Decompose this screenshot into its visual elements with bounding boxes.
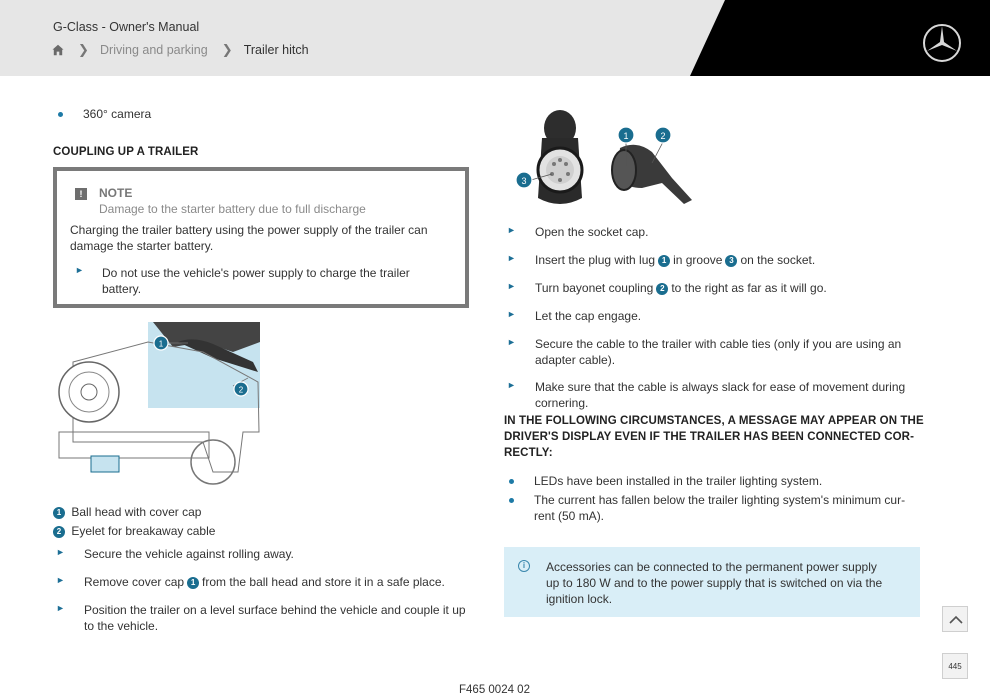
chevron-right-icon: ❯ [78, 42, 89, 57]
step-text: Remove cover cap [84, 575, 185, 589]
socket-label-3: 3 [521, 176, 527, 186]
breadcrumb-item-driving[interactable]: Driving and parking [100, 43, 208, 57]
step-arrow-icon: ► [56, 575, 65, 585]
step-cap-engage: Let the cap engage. [535, 309, 642, 323]
breadcrumb [52, 42, 309, 58]
info-icon: i [518, 560, 530, 572]
legend-item-1 [53, 504, 201, 520]
svg-text:2: 2 [238, 385, 244, 395]
callout-2-icon: 2 [656, 283, 668, 295]
step-arrow-icon: ► [507, 253, 516, 263]
breadcrumb-item-trailer-hitch: Trailer hitch [243, 43, 309, 57]
chevron-up-icon [943, 607, 969, 633]
callout-3-icon: 3 [725, 255, 737, 267]
step-secure-cable-line2: adapter cable). [535, 353, 616, 367]
info-line1: Accessories can be connected to the permanent power supply [546, 560, 877, 574]
step-arrow-icon: ► [507, 225, 516, 235]
section-heading-circumstances-line3: RECTLY: [504, 447, 553, 459]
info-line2: up to 180 W and to the power supply that is switched on via the [546, 576, 883, 590]
note-step-line1: Do not use the vehicle's power supply to charge the trailer [102, 266, 410, 280]
callout-2-icon: 2 [53, 526, 65, 538]
note-body-line1: Charging the trailer battery using the power supply of the trailer can [70, 223, 428, 237]
note-box [53, 167, 469, 308]
home-icon[interactable] [52, 44, 64, 56]
step-arrow-icon: ► [507, 309, 516, 319]
step-text: to the right as far as it will go. [671, 281, 827, 295]
bullet-icon [509, 498, 514, 503]
legend-text: Eyelet for breakaway cable [71, 524, 216, 538]
page-title: G-Class - Owner's Manual [53, 20, 200, 34]
step-turn-bayonet [535, 280, 827, 296]
step-arrow-icon: ► [56, 547, 65, 557]
section-heading-coupling: COUPLING UP A TRAILER [53, 146, 199, 158]
info-box [504, 547, 920, 617]
step-insert-plug [535, 252, 815, 268]
step-arrow-icon: ► [507, 380, 516, 390]
step-text: on the socket. [740, 253, 816, 267]
socket-label-1: 1 [623, 131, 629, 141]
step-cable-slack-line1: Make sure that the cable is always slack for ease of movement during [535, 380, 906, 394]
section-heading-circumstances-line2: DRIVER'S DISPLAY EVEN IF THE TRAILER HAS BEEN CONNECTED COR- [504, 431, 915, 443]
callout-1-icon: 1 [53, 507, 65, 519]
scroll-to-top-button[interactable] [942, 606, 968, 632]
step-text: Turn bayonet coupling [535, 281, 654, 295]
header [0, 0, 990, 76]
list-item-current-line2: rent (50 mA). [534, 509, 605, 523]
list-item-leds: LEDs have been installed in the trailer lighting system. [534, 474, 823, 488]
step-text: Insert the plug with lug [535, 253, 656, 267]
step-text: from the ball head and store it in a safe place. [202, 575, 445, 589]
step-secure-cable-line1: Secure the cable to the trailer with cable ties (only if you are using an [535, 337, 902, 351]
figure-code: F465 0024 02 [459, 684, 530, 696]
socket-label-2: 2 [660, 131, 666, 141]
step-cable-slack-line2: cornering. [535, 396, 589, 410]
step-open-socket-cap: Open the socket cap. [535, 225, 649, 239]
bullet-icon [509, 479, 514, 484]
note-label: NOTE [99, 186, 133, 200]
list-item-current-line1: The current has fallen below the trailer lighting system's minimum cur- [534, 493, 906, 507]
step-secure-vehicle: Secure the vehicle against rolling away. [84, 547, 294, 561]
mercedes-logo [922, 23, 962, 63]
callout-1-icon: 1 [658, 255, 670, 267]
callout-1-icon: 1 [187, 577, 199, 589]
step-arrow-icon: ► [507, 337, 516, 347]
note-body-line2: damage the starter battery. [70, 239, 214, 253]
page-number-button[interactable]: 445 [942, 653, 968, 679]
bullet-icon [58, 112, 63, 117]
list-item-360-camera: 360° camera [83, 107, 152, 121]
section-heading-circumstances-line1: IN THE FOLLOWING CIRCUMSTANCES, A MESSAGE MAY APPEAR ON THE [504, 415, 924, 427]
vehicle-rear-illustration [53, 322, 263, 494]
step-remove-cover-cap [84, 574, 445, 590]
note-step-line2: battery. [102, 282, 142, 296]
step-arrow-icon: ► [75, 265, 84, 275]
warning-icon: ! [75, 188, 87, 200]
step-position-trailer-line2: to the vehicle. [84, 619, 159, 633]
step-arrow-icon: ► [56, 603, 65, 613]
chevron-right-icon: ❯ [221, 42, 233, 57]
step-text: in groove [673, 253, 723, 267]
legend-text: Ball head with cover cap [71, 505, 202, 519]
note-subtitle: Damage to the starter battery due to full discharge [99, 202, 366, 216]
step-position-trailer-line1: Position the trailer on a level surface behind the vehicle and couple it up [84, 603, 466, 617]
info-line3: ignition lock. [546, 592, 613, 606]
socket-plug-illustration [512, 108, 702, 210]
legend-item-2 [53, 523, 215, 539]
step-arrow-icon: ► [507, 281, 516, 291]
svg-text:1: 1 [158, 339, 164, 349]
